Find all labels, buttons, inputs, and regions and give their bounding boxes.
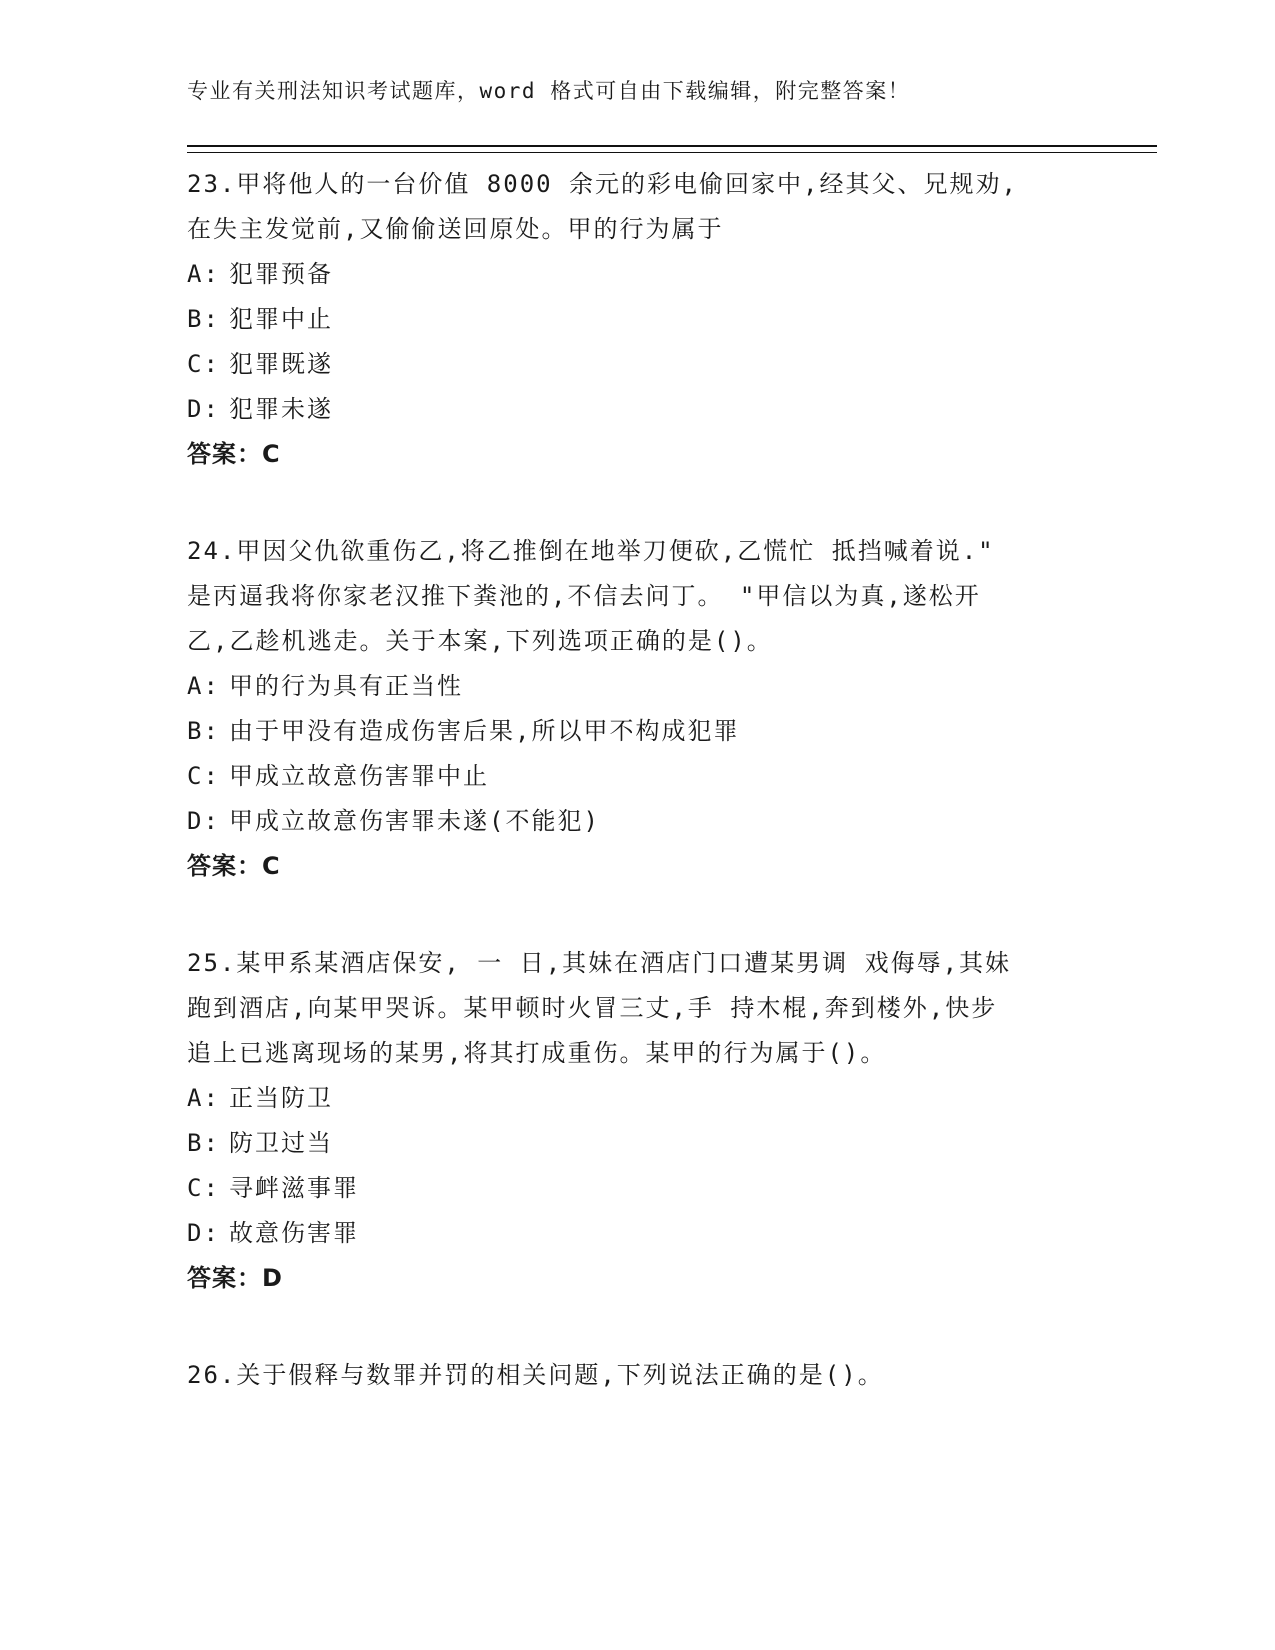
option-text: 寻衅滋事罪: [229, 1174, 359, 1202]
option-text: 犯罪预备: [229, 260, 333, 288]
option-b: [187, 1121, 1087, 1166]
option-text: 正当防卫: [229, 1084, 333, 1112]
option-key: D:: [187, 395, 220, 423]
option-text: 故意伤害罪: [229, 1219, 359, 1247]
question-stem: 23.甲将他人的一台价值 8000 余元的彩电偷回家中,经其父、兄规劝, 在失主发觉前,又偷偷送回原处。甲的行为属于: [187, 170, 1018, 243]
question-23: [187, 162, 1087, 477]
question-stem: 26.关于假释与数罪并罚的相关问题,下列说法正确的是()。: [187, 1361, 884, 1389]
option-key: C:: [187, 762, 220, 790]
option-c: [187, 1166, 1087, 1211]
option-text: 由于甲没有造成伤害后果,所以甲不构成犯罪: [229, 717, 740, 745]
answer-line: 答案：C: [187, 440, 281, 468]
header-divider: [187, 145, 1157, 153]
option-key: A:: [187, 1084, 220, 1112]
option-d: [187, 799, 1087, 844]
option-a: [187, 1076, 1087, 1121]
question-24: [187, 529, 1087, 889]
option-d: [187, 1211, 1087, 1256]
option-key: C:: [187, 1174, 220, 1202]
option-key: B:: [187, 305, 220, 333]
option-a: [187, 664, 1087, 709]
option-key: B:: [187, 717, 220, 745]
page-header: 专业有关刑法知识考试题库，word 格式可自由下载编辑，附完整答案！: [187, 79, 911, 103]
option-c: [187, 342, 1087, 387]
option-key: D:: [187, 1219, 220, 1247]
option-text: 犯罪中止: [229, 305, 333, 333]
answer-line: 答案：D: [187, 1264, 283, 1292]
question-stem: 25.某甲系某酒店保安, 一 日,其妹在酒店门口遭某男调 戏侮辱,其妹 跑到酒店,向某甲哭诉。某甲顿时火冒三丈,手 持木棍,奔到楼外,快步 追上已逃离现场的某男,将其打成重伤。某甲的行为属于()。: [187, 949, 1012, 1067]
question-list: [187, 162, 1087, 1398]
option-d: [187, 387, 1087, 432]
option-text: 防卫过当: [229, 1129, 333, 1157]
option-text: 犯罪未遂: [229, 395, 333, 423]
option-text: 甲成立故意伤害罪中止: [229, 762, 489, 790]
answer-line: 答案：C: [187, 852, 281, 880]
option-key: A:: [187, 672, 220, 700]
question-26: [187, 1353, 1087, 1398]
question-stem: 24.甲因父仇欲重伤乙,将乙推倒在地举刀便砍,乙慌忙 抵挡喊着说." 是丙逼我将你家老汉推下粪池的,不信去问丁。 "甲信以为真,遂松开 乙,乙趁机逃走。关于本案,下列选项正确的是()。: [187, 537, 995, 655]
option-text: 甲成立故意伤害罪未遂(不能犯): [229, 807, 600, 835]
option-a: [187, 252, 1087, 297]
option-b: [187, 297, 1087, 342]
option-text: 犯罪既遂: [229, 350, 333, 378]
option-b: [187, 709, 1087, 754]
option-c: [187, 754, 1087, 799]
option-key: B:: [187, 1129, 220, 1157]
option-key: C:: [187, 350, 220, 378]
question-25: [187, 941, 1087, 1301]
option-key: D:: [187, 807, 220, 835]
option-text: 甲的行为具有正当性: [229, 672, 463, 700]
option-key: A:: [187, 260, 220, 288]
